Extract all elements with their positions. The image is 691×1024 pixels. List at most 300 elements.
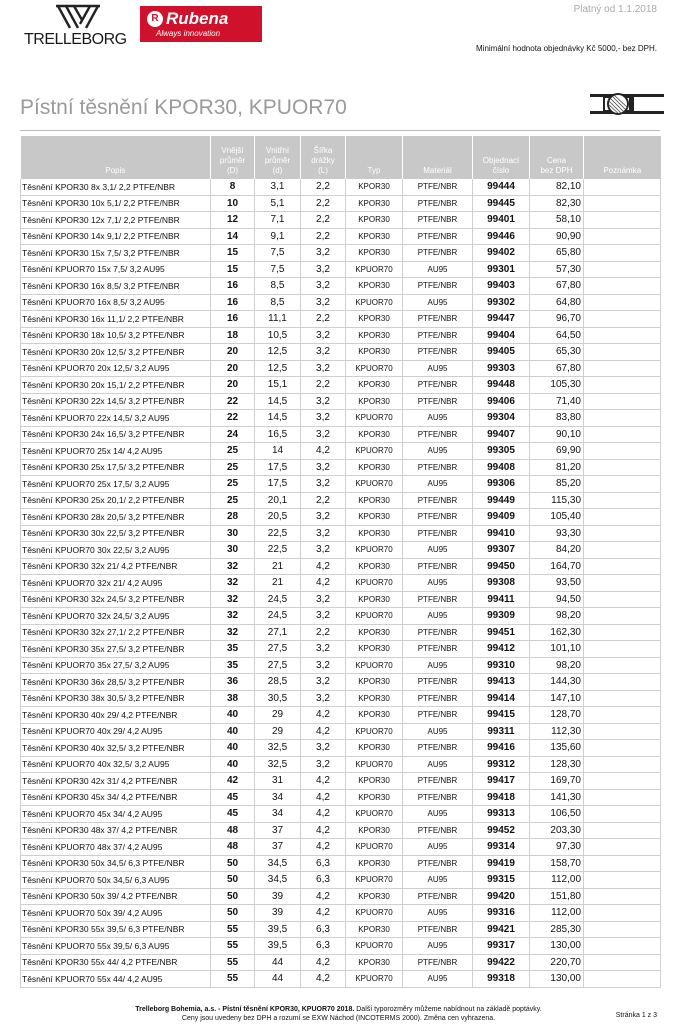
table-row bbox=[21, 245, 661, 262]
cell-typ: KPOR30 bbox=[346, 641, 403, 658]
cell-outer-diameter: 35 bbox=[211, 641, 255, 658]
cell-groove-width: 2,2 bbox=[301, 311, 346, 328]
cell-order-number: 99451 bbox=[473, 624, 530, 641]
cell-inner-diameter: 34,5 bbox=[255, 855, 301, 872]
col-order-number: Objednací číslo bbox=[473, 136, 530, 179]
cell-price: 65,30 bbox=[530, 344, 584, 361]
cell-popis: Těsnění KPOR30 38x 30,5/ 3,2 PTFE/NBR bbox=[21, 690, 211, 707]
cell-note bbox=[584, 558, 661, 575]
cell-typ: KPUOR70 bbox=[346, 261, 403, 278]
cell-note bbox=[584, 377, 661, 394]
cell-material: PTFE/NBR bbox=[403, 525, 473, 542]
cell-note bbox=[584, 608, 661, 625]
cell-inner-diameter: 21 bbox=[255, 558, 301, 575]
cell-price: 203,30 bbox=[530, 822, 584, 839]
rubena-tagline: Always innovation bbox=[156, 29, 221, 38]
cell-popis: Těsnění KPOR30 8x 3,1/ 2,2 PTFE/NBR bbox=[21, 179, 211, 195]
cell-material: AU95 bbox=[403, 476, 473, 493]
col-inner-diameter: Vnitřní průměr (d) bbox=[255, 136, 301, 179]
cell-material: AU95 bbox=[403, 938, 473, 955]
cell-groove-width: 3,2 bbox=[301, 740, 346, 757]
cell-price: 96,70 bbox=[530, 311, 584, 328]
cell-order-number: 99303 bbox=[473, 360, 530, 377]
cell-material: AU95 bbox=[403, 410, 473, 427]
cell-note bbox=[584, 360, 661, 377]
cell-popis: Těsnění KPOR30 14x 9,1/ 2,2 PTFE/NBR bbox=[21, 228, 211, 245]
cell-note bbox=[584, 789, 661, 806]
cell-order-number: 99401 bbox=[473, 212, 530, 229]
cell-price: 162,30 bbox=[530, 624, 584, 641]
cell-note bbox=[584, 459, 661, 476]
cell-inner-diameter: 27,5 bbox=[255, 657, 301, 674]
cell-typ: KPUOR70 bbox=[346, 938, 403, 955]
table-row bbox=[21, 839, 661, 856]
trelleborg-mark-icon bbox=[54, 4, 102, 30]
cell-price: 69,90 bbox=[530, 443, 584, 460]
cell-typ: KPOR30 bbox=[346, 426, 403, 443]
cell-inner-diameter: 29 bbox=[255, 707, 301, 724]
cell-popis: Těsnění KPOR30 55x 39,5/ 6,3 PTFE/NBR bbox=[21, 921, 211, 938]
cell-material: PTFE/NBR bbox=[403, 278, 473, 295]
cell-inner-diameter: 17,5 bbox=[255, 459, 301, 476]
cell-inner-diameter: 3,1 bbox=[255, 179, 301, 195]
cell-price: 151,80 bbox=[530, 888, 584, 905]
table-row bbox=[21, 195, 661, 212]
cell-outer-diameter: 50 bbox=[211, 872, 255, 889]
cell-groove-width: 2,2 bbox=[301, 228, 346, 245]
cell-material: PTFE/NBR bbox=[403, 641, 473, 658]
cell-inner-diameter: 39,5 bbox=[255, 921, 301, 938]
cell-typ: KPOR30 bbox=[346, 591, 403, 608]
cell-groove-width: 4,2 bbox=[301, 822, 346, 839]
cell-typ: KPOR30 bbox=[346, 624, 403, 641]
cell-typ: KPUOR70 bbox=[346, 971, 403, 988]
cell-popis: Těsnění KPOR30 40x 32,5/ 3,2 PTFE/NBR bbox=[21, 740, 211, 757]
cell-outer-diameter: 18 bbox=[211, 327, 255, 344]
cell-price: 106,50 bbox=[530, 806, 584, 823]
cell-typ: KPOR30 bbox=[346, 674, 403, 691]
cell-note bbox=[584, 888, 661, 905]
cell-note bbox=[584, 509, 661, 526]
cell-price: 169,70 bbox=[530, 773, 584, 790]
cell-outer-diameter: 48 bbox=[211, 839, 255, 856]
cell-outer-diameter: 14 bbox=[211, 228, 255, 245]
cell-inner-diameter: 24,5 bbox=[255, 608, 301, 625]
cell-material: AU95 bbox=[403, 608, 473, 625]
cell-material: AU95 bbox=[403, 806, 473, 823]
cell-outer-diameter: 32 bbox=[211, 558, 255, 575]
cell-popis: Těsnění KPUOR70 30x 22,5/ 3,2 AU95 bbox=[21, 542, 211, 559]
table-row bbox=[21, 591, 661, 608]
cell-note bbox=[584, 773, 661, 790]
cell-order-number: 99407 bbox=[473, 426, 530, 443]
cell-material: AU95 bbox=[403, 872, 473, 889]
cell-typ: KPUOR70 bbox=[346, 806, 403, 823]
cell-note bbox=[584, 624, 661, 641]
cell-typ: KPOR30 bbox=[346, 212, 403, 229]
cell-popis: Těsnění KPOR30 24x 16,5/ 3,2 PTFE/NBR bbox=[21, 426, 211, 443]
table-row bbox=[21, 674, 661, 691]
cell-groove-width: 3,2 bbox=[301, 525, 346, 542]
table-row bbox=[21, 575, 661, 592]
cell-note bbox=[584, 344, 661, 361]
cell-groove-width: 2,2 bbox=[301, 492, 346, 509]
cell-groove-width: 3,2 bbox=[301, 674, 346, 691]
cell-outer-diameter: 35 bbox=[211, 657, 255, 674]
cell-groove-width: 4,2 bbox=[301, 789, 346, 806]
table-row bbox=[21, 525, 661, 542]
cell-popis: Těsnění KPUOR70 32x 24,5/ 3,2 AU95 bbox=[21, 608, 211, 625]
cell-note bbox=[584, 410, 661, 427]
cell-price: 93,50 bbox=[530, 575, 584, 592]
col-material: Materiál bbox=[403, 136, 473, 179]
cell-groove-width: 3,2 bbox=[301, 509, 346, 526]
cell-popis: Těsnění KPUOR70 55x 44/ 4,2 AU95 bbox=[21, 971, 211, 988]
cell-material: PTFE/NBR bbox=[403, 674, 473, 691]
cell-outer-diameter: 32 bbox=[211, 575, 255, 592]
table-row bbox=[21, 360, 661, 377]
cell-typ: KPUOR70 bbox=[346, 723, 403, 740]
cell-typ: KPOR30 bbox=[346, 690, 403, 707]
cell-typ: KPOR30 bbox=[346, 822, 403, 839]
table-row bbox=[21, 212, 661, 229]
cell-outer-diameter: 8 bbox=[211, 179, 255, 195]
cell-order-number: 99308 bbox=[473, 575, 530, 592]
cell-note bbox=[584, 657, 661, 674]
cell-price: 105,30 bbox=[530, 377, 584, 394]
table-row bbox=[21, 971, 661, 988]
cell-outer-diameter: 20 bbox=[211, 344, 255, 361]
cell-typ: KPOR30 bbox=[346, 459, 403, 476]
cell-inner-diameter: 22,5 bbox=[255, 542, 301, 559]
cell-typ: KPOR30 bbox=[346, 311, 403, 328]
cell-outer-diameter: 45 bbox=[211, 806, 255, 823]
cell-note bbox=[584, 855, 661, 872]
table-row bbox=[21, 806, 661, 823]
cell-price: 130,00 bbox=[530, 971, 584, 988]
cell-typ: KPOR30 bbox=[346, 921, 403, 938]
table-row bbox=[21, 492, 661, 509]
cell-order-number: 99445 bbox=[473, 195, 530, 212]
cell-inner-diameter: 8,5 bbox=[255, 278, 301, 295]
cell-outer-diameter: 40 bbox=[211, 707, 255, 724]
cell-order-number: 99452 bbox=[473, 822, 530, 839]
cell-popis: Těsnění KPOR30 22x 14,5/ 3,2 PTFE/NBR bbox=[21, 393, 211, 410]
cell-order-number: 99415 bbox=[473, 707, 530, 724]
cell-order-number: 99312 bbox=[473, 756, 530, 773]
cell-price: 84,20 bbox=[530, 542, 584, 559]
cell-note bbox=[584, 905, 661, 922]
cell-material: PTFE/NBR bbox=[403, 690, 473, 707]
cell-typ: KPOR30 bbox=[346, 179, 403, 195]
cell-popis: Těsnění KPOR30 28x 20,5/ 3,2 PTFE/NBR bbox=[21, 509, 211, 526]
cell-order-number: 99405 bbox=[473, 344, 530, 361]
cell-groove-width: 3,2 bbox=[301, 245, 346, 262]
cell-material: PTFE/NBR bbox=[403, 921, 473, 938]
table-row bbox=[21, 657, 661, 674]
cell-outer-diameter: 10 bbox=[211, 195, 255, 212]
cell-note bbox=[584, 212, 661, 229]
cell-material: AU95 bbox=[403, 971, 473, 988]
table-row bbox=[21, 509, 661, 526]
cell-groove-width: 3,2 bbox=[301, 756, 346, 773]
col-groove-width: Šířka drážky (L) bbox=[301, 136, 346, 179]
cell-popis: Těsnění KPOR30 45x 34/ 4,2 PTFE/NBR bbox=[21, 789, 211, 806]
cell-outer-diameter: 32 bbox=[211, 624, 255, 641]
cell-order-number: 99404 bbox=[473, 327, 530, 344]
cell-outer-diameter: 36 bbox=[211, 674, 255, 691]
cell-material: PTFE/NBR bbox=[403, 624, 473, 641]
cell-price: 112,00 bbox=[530, 872, 584, 889]
cell-note bbox=[584, 575, 661, 592]
cell-note bbox=[584, 278, 661, 295]
cell-price: 141,30 bbox=[530, 789, 584, 806]
table-row bbox=[21, 789, 661, 806]
cell-price: 220,70 bbox=[530, 954, 584, 971]
table-row bbox=[21, 905, 661, 922]
cell-order-number: 99412 bbox=[473, 641, 530, 658]
cell-order-number: 99402 bbox=[473, 245, 530, 262]
cell-inner-diameter: 12,5 bbox=[255, 360, 301, 377]
cell-groove-width: 6,3 bbox=[301, 921, 346, 938]
col-note: Poznámka bbox=[584, 136, 661, 179]
col-typ: Typ bbox=[346, 136, 403, 179]
cell-price: 65,80 bbox=[530, 245, 584, 262]
cell-inner-diameter: 14,5 bbox=[255, 410, 301, 427]
cell-groove-width: 4,2 bbox=[301, 806, 346, 823]
table-row bbox=[21, 476, 661, 493]
cell-popis: Těsnění KPUOR70 55x 39,5/ 6,3 AU95 bbox=[21, 938, 211, 955]
cell-outer-diameter: 22 bbox=[211, 410, 255, 427]
cell-groove-width: 3,2 bbox=[301, 542, 346, 559]
cell-order-number: 99409 bbox=[473, 509, 530, 526]
cell-price: 90,90 bbox=[530, 228, 584, 245]
cell-price: 58,10 bbox=[530, 212, 584, 229]
cell-inner-diameter: 44 bbox=[255, 971, 301, 988]
table-row bbox=[21, 872, 661, 889]
cell-price: 130,00 bbox=[530, 938, 584, 955]
cell-outer-diameter: 12 bbox=[211, 212, 255, 229]
cell-order-number: 99305 bbox=[473, 443, 530, 460]
cell-inner-diameter: 39,5 bbox=[255, 938, 301, 955]
cell-typ: KPUOR70 bbox=[346, 905, 403, 922]
cell-note bbox=[584, 839, 661, 856]
cell-material: PTFE/NBR bbox=[403, 245, 473, 262]
cell-order-number: 99448 bbox=[473, 377, 530, 394]
cell-price: 81,20 bbox=[530, 459, 584, 476]
cell-inner-diameter: 20,5 bbox=[255, 509, 301, 526]
cell-note bbox=[584, 938, 661, 955]
cell-outer-diameter: 45 bbox=[211, 789, 255, 806]
cell-popis: Těsnění KPOR30 16x 8,5/ 3,2 PTFE/NBR bbox=[21, 278, 211, 295]
cell-groove-width: 2,2 bbox=[301, 377, 346, 394]
cell-inner-diameter: 27,1 bbox=[255, 624, 301, 641]
cell-note bbox=[584, 393, 661, 410]
cell-groove-width: 4,2 bbox=[301, 905, 346, 922]
cell-order-number: 99449 bbox=[473, 492, 530, 509]
cell-order-number: 99304 bbox=[473, 410, 530, 427]
cell-outer-diameter: 16 bbox=[211, 311, 255, 328]
cell-order-number: 99406 bbox=[473, 393, 530, 410]
table-row bbox=[21, 855, 661, 872]
table-row bbox=[21, 624, 661, 641]
cell-typ: KPUOR70 bbox=[346, 657, 403, 674]
cell-order-number: 99446 bbox=[473, 228, 530, 245]
cell-price: 128,70 bbox=[530, 707, 584, 724]
cell-groove-width: 6,3 bbox=[301, 938, 346, 955]
cell-inner-diameter: 10,5 bbox=[255, 327, 301, 344]
table-row bbox=[21, 261, 661, 278]
cell-inner-diameter: 12,5 bbox=[255, 344, 301, 361]
cell-typ: KPOR30 bbox=[346, 228, 403, 245]
cell-inner-diameter: 15,1 bbox=[255, 377, 301, 394]
rubena-circle-icon: R bbox=[147, 11, 163, 27]
table-row bbox=[21, 690, 661, 707]
cell-order-number: 99302 bbox=[473, 294, 530, 311]
cell-outer-diameter: 38 bbox=[211, 690, 255, 707]
cell-outer-diameter: 25 bbox=[211, 492, 255, 509]
cell-order-number: 99301 bbox=[473, 261, 530, 278]
cell-popis: Těsnění KPUOR70 16x 8,5/ 3,2 AU95 bbox=[21, 294, 211, 311]
cell-note bbox=[584, 690, 661, 707]
cell-material: AU95 bbox=[403, 723, 473, 740]
cell-popis: Těsnění KPUOR70 48x 37/ 4,2 AU95 bbox=[21, 839, 211, 856]
cell-outer-diameter: 28 bbox=[211, 509, 255, 526]
cell-note bbox=[584, 261, 661, 278]
cell-outer-diameter: 50 bbox=[211, 855, 255, 872]
cell-inner-diameter: 31 bbox=[255, 773, 301, 790]
cell-popis: Těsnění KPOR30 10x 5,1/ 2,2 PTFE/NBR bbox=[21, 195, 211, 212]
cell-groove-width: 3,2 bbox=[301, 327, 346, 344]
cell-popis: Těsnění KPOR30 40x 29/ 4,2 PTFE/NBR bbox=[21, 707, 211, 724]
cell-outer-diameter: 55 bbox=[211, 954, 255, 971]
cell-groove-width: 6,3 bbox=[301, 872, 346, 889]
cell-groove-width: 4,2 bbox=[301, 839, 346, 856]
cell-price: 164,70 bbox=[530, 558, 584, 575]
cell-inner-diameter: 5,1 bbox=[255, 195, 301, 212]
cell-popis: Těsnění KPOR30 36x 28,5/ 3,2 PTFE/NBR bbox=[21, 674, 211, 691]
table-row bbox=[21, 740, 661, 757]
cell-typ: KPUOR70 bbox=[346, 756, 403, 773]
cell-material: PTFE/NBR bbox=[403, 773, 473, 790]
table-row bbox=[21, 426, 661, 443]
cell-price: 82,10 bbox=[530, 179, 584, 195]
cell-popis: Těsnění KPOR30 18x 10,5/ 3,2 PTFE/NBR bbox=[21, 327, 211, 344]
cell-outer-diameter: 42 bbox=[211, 773, 255, 790]
cell-order-number: 99317 bbox=[473, 938, 530, 955]
cell-outer-diameter: 20 bbox=[211, 360, 255, 377]
page-number: Stránka 1 z 3 bbox=[615, 1012, 657, 1019]
cell-inner-diameter: 39 bbox=[255, 888, 301, 905]
cell-order-number: 99310 bbox=[473, 657, 530, 674]
cell-inner-diameter: 30,5 bbox=[255, 690, 301, 707]
cell-typ: KPOR30 bbox=[346, 393, 403, 410]
cell-popis: Těsnění KPOR30 12x 7,1/ 2,2 PTFE/NBR bbox=[21, 212, 211, 229]
footer bbox=[20, 1005, 657, 1023]
cell-typ: KPUOR70 bbox=[346, 608, 403, 625]
cell-groove-width: 3,2 bbox=[301, 393, 346, 410]
cell-groove-width: 3,2 bbox=[301, 459, 346, 476]
cell-groove-width: 3,2 bbox=[301, 641, 346, 658]
cell-outer-diameter: 25 bbox=[211, 459, 255, 476]
cell-popis: Těsnění KPOR30 50x 34,5/ 6,3 PTFE/NBR bbox=[21, 855, 211, 872]
cell-inner-diameter: 34 bbox=[255, 806, 301, 823]
cell-groove-width: 6,3 bbox=[301, 855, 346, 872]
cell-popis: Těsnění KPOR30 55x 44/ 4,2 PTFE/NBR bbox=[21, 954, 211, 971]
cell-price: 82,30 bbox=[530, 195, 584, 212]
cell-note bbox=[584, 245, 661, 262]
cell-inner-diameter: 34 bbox=[255, 789, 301, 806]
cell-order-number: 99417 bbox=[473, 773, 530, 790]
cell-outer-diameter: 50 bbox=[211, 905, 255, 922]
table-row bbox=[21, 294, 661, 311]
cell-order-number: 99420 bbox=[473, 888, 530, 905]
cell-typ: KPOR30 bbox=[346, 195, 403, 212]
cell-note bbox=[584, 723, 661, 740]
cell-order-number: 99416 bbox=[473, 740, 530, 757]
cell-typ: KPOR30 bbox=[346, 740, 403, 757]
cell-note bbox=[584, 872, 661, 889]
cell-typ: KPOR30 bbox=[346, 278, 403, 295]
cell-groove-width: 2,2 bbox=[301, 179, 346, 195]
cell-material: PTFE/NBR bbox=[403, 459, 473, 476]
cell-material: AU95 bbox=[403, 575, 473, 592]
cell-price: 93,30 bbox=[530, 525, 584, 542]
cell-inner-diameter: 27,5 bbox=[255, 641, 301, 658]
cell-groove-width: 3,2 bbox=[301, 657, 346, 674]
cell-note bbox=[584, 921, 661, 938]
cell-typ: KPOR30 bbox=[346, 327, 403, 344]
cell-price: 64,80 bbox=[530, 294, 584, 311]
cell-popis: Těsnění KPUOR70 40x 32,5/ 3,2 AU95 bbox=[21, 756, 211, 773]
cell-material: PTFE/NBR bbox=[403, 888, 473, 905]
rubena-wordmark: Rubena bbox=[166, 9, 229, 28]
cell-material: PTFE/NBR bbox=[403, 822, 473, 839]
table-row bbox=[21, 822, 661, 839]
cell-price: 98,20 bbox=[530, 608, 584, 625]
cell-typ: KPOR30 bbox=[346, 344, 403, 361]
cell-groove-width: 3,2 bbox=[301, 608, 346, 625]
cell-groove-width: 3,2 bbox=[301, 476, 346, 493]
cell-order-number: 99414 bbox=[473, 690, 530, 707]
cell-groove-width: 4,2 bbox=[301, 575, 346, 592]
seal-profile-icon bbox=[590, 84, 664, 124]
cell-price: 83,80 bbox=[530, 410, 584, 427]
cell-groove-width: 4,2 bbox=[301, 707, 346, 724]
cell-popis: Těsnění KPOR30 50x 39/ 4,2 PTFE/NBR bbox=[21, 888, 211, 905]
cell-order-number: 99410 bbox=[473, 525, 530, 542]
table-row bbox=[21, 723, 661, 740]
table-row bbox=[21, 641, 661, 658]
cell-material: PTFE/NBR bbox=[403, 954, 473, 971]
cell-typ: KPOR30 bbox=[346, 245, 403, 262]
cell-note bbox=[584, 822, 661, 839]
cell-inner-diameter: 17,5 bbox=[255, 476, 301, 493]
cell-outer-diameter: 16 bbox=[211, 294, 255, 311]
cell-inner-diameter: 22,5 bbox=[255, 525, 301, 542]
cell-outer-diameter: 30 bbox=[211, 542, 255, 559]
cell-outer-diameter: 50 bbox=[211, 888, 255, 905]
cell-material: PTFE/NBR bbox=[403, 509, 473, 526]
cell-groove-width: 4,2 bbox=[301, 558, 346, 575]
cell-material: PTFE/NBR bbox=[403, 855, 473, 872]
cell-order-number: 99421 bbox=[473, 921, 530, 938]
cell-popis: Těsnění KPOR30 15x 7,5/ 3,2 PTFE/NBR bbox=[21, 245, 211, 262]
cell-order-number: 99315 bbox=[473, 872, 530, 889]
cell-note bbox=[584, 443, 661, 460]
cell-material: PTFE/NBR bbox=[403, 228, 473, 245]
cell-inner-diameter: 20,1 bbox=[255, 492, 301, 509]
